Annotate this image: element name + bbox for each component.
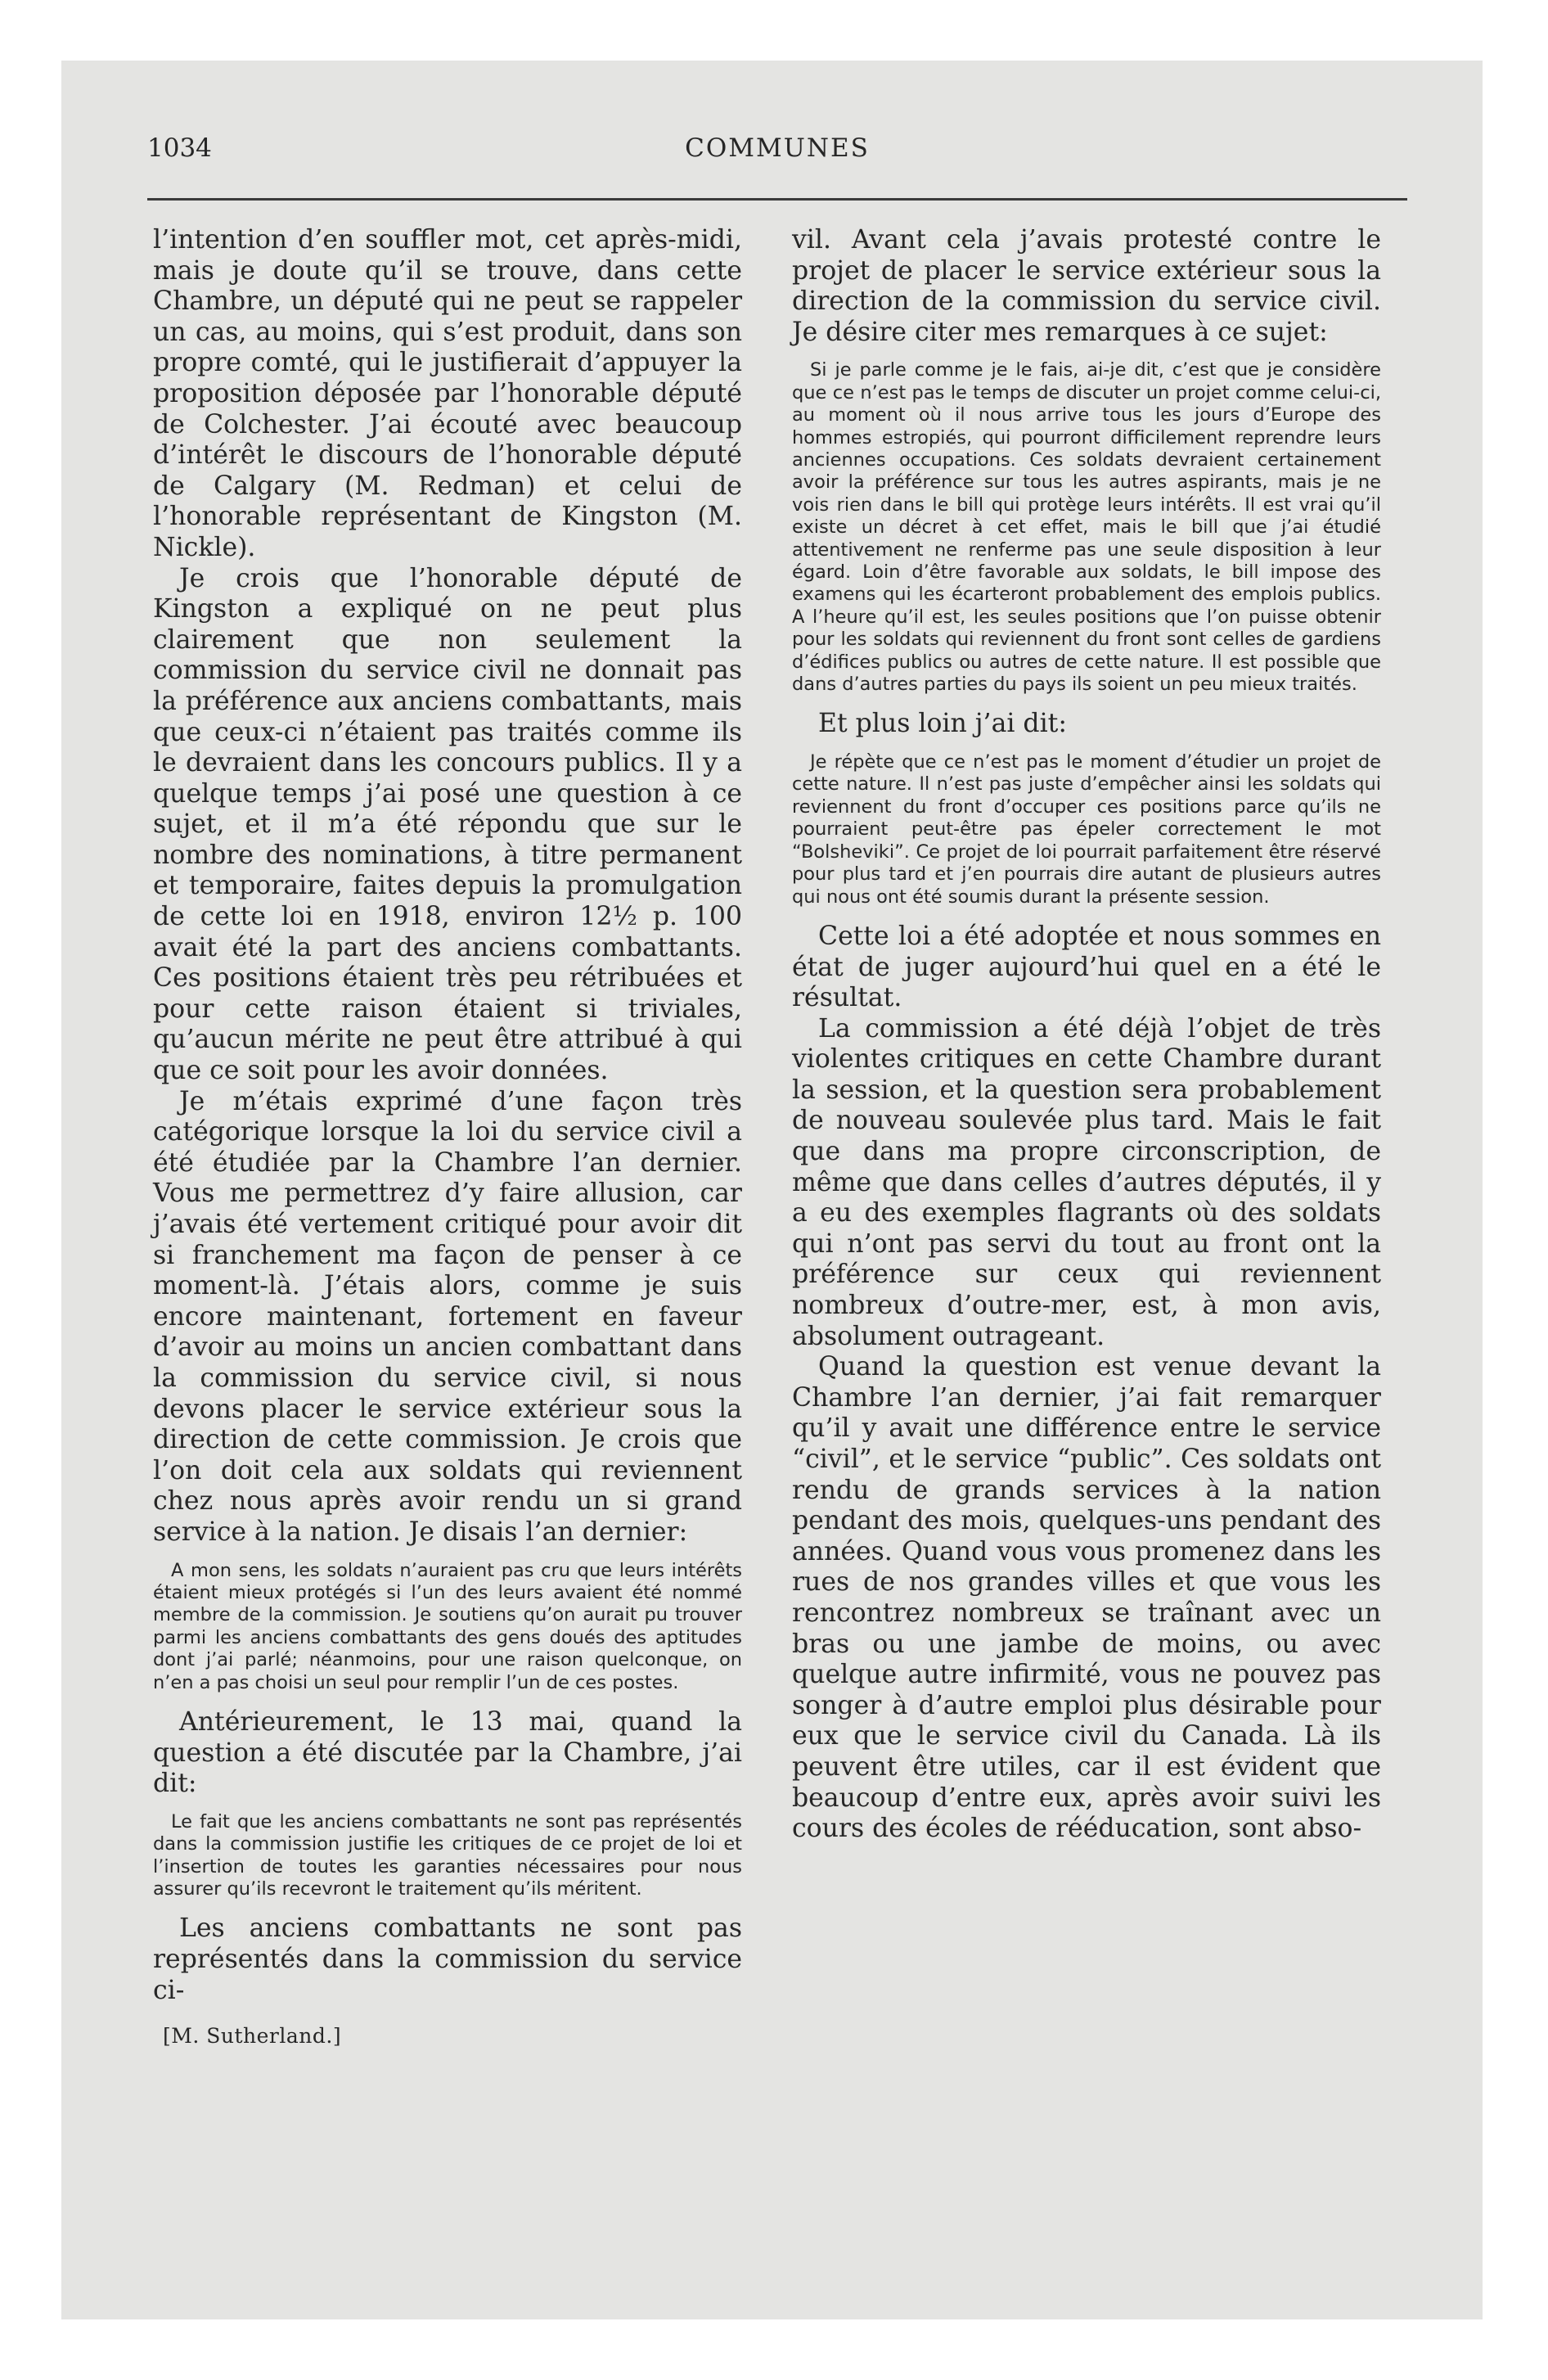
running-head: COMMUNES [685,133,870,163]
page-header [147,133,1407,174]
paragraph: Les anciens combattants ne sont pas représentés dans la commission du service ci- [153,1913,742,2005]
block-quote: Le fait que les anciens combattants ne sont pas représentés dans la commission justifie les critiques de ce projet de loi et l’insertion de toutes les garanties nécessaires pour nous assurer qu’ils recevront le traitement qu’ils méritent. [153,1810,742,1900]
paragraph: l’intention d’en souffler mot, cet après-midi, mais je doute qu’il se trouve, dans cette Chambre, un député qui ne peut se rappeler un cas, au moins, qui s’est produit, dans son propre comté, qui le justifierait d’appuyer la proposition déposée par l’honorable député de Colchester. J’ai écouté avec beaucoup d’intérêt le discours de l’honorable député de Calgary (M. Redman) et celui de l’honorable représentant de Kingston (M. Nickle). [153,225,742,562]
paragraph: Cette loi a été adoptée et nous sommes en état de juger aujourd’hui quel en a été le résultat. [792,921,1381,1013]
block-quote: Si je parle comme je le fais, ai-je dit, c’est que je considère que ce n’est pas le temps de discuter un projet comme celui-ci, au moment où il nous arrive tous les jours d’Europe des hommes estropiés, qui pourront difficilement reprendre leurs anciennes occupations. Ces soldats devraient certainement avoir la préférence sur tous les autres aspirants, mais je ne vois rien dans le bill qui protège leurs intérêts. Il est vrai qu’il existe un décret à cet effet, mais le bill que j’ai étudié attentivement ne renferme pas une seule disposition à leur égard. Loin d’être favorable aux soldats, le bill impose des examens qui les écarteront probablement des emplois publics. A l’heure qu’il est, les seules positions que l’on puisse obtenir pour les soldats qui reviennent du front sont celles de gardiens d’édifices publics ou autres de cette nature. Il est possible que dans d’autres parties du pays ils soient un peu mieux traités. [792,359,1381,696]
right-column [792,225,1381,1845]
page-number: 1034 [147,133,212,163]
block-quote: Je répète que ce n’est pas le moment d’étudier un projet de cette nature. Il n’est pas juste d’empêcher ainsi les soldats qui reviennent du front d’occuper ces positions parce qu’ils ne pourraient peut-être pas épeler correctement le mot “Bolsheviki”. Ce projet de loi pourrait parfaitement être réservé pour plus tard et j’en pourrais dire autant de plusieurs autres qui nous ont été soumis durant la présente session. [792,751,1381,908]
left-column [153,225,742,2048]
header-rule [147,198,1407,201]
paragraph: Antérieurement, le 13 mai, quand la question a été discutée par la Chambre, j’ai dit: [153,1706,742,1799]
paragraph: Je m’étais exprimé d’une façon très catégorique lorsque la loi du service civil a été étudiée par la Chambre l’an dernier. Vous me permettrez d’y faire allusion, car j’avais été vertement critiqué pour avoir dit si franchement ma façon de penser à ce moment-là. J’étais alors, comme je suis encore maintenant, fortement en faveur d’avoir au moins un ancien combattant dans la commission du service civil, si nous devons placer le service extérieur sous la direction de cette commission. Je crois que l’on doit cela aux soldats qui reviennent chez nous après avoir rendu un si grand service à la nation. Je disais l’an dernier: [153,1086,742,1547]
paragraph: La commission a été déjà l’objet de très violentes critiques en cette Chambre durant la session, et la question sera probablement de nouveau soulevée plus tard. Mais le fait que dans ma propre circonscription, de même que dans celles d’autres députés, il y a eu des exemples flagrants où des soldats qui n’ont pas servi du tout au front ont la préférence sur ceux qui reviennent nombreux d’outre-mer, est, à mon avis, absolument outrageant. [792,1013,1381,1351]
speaker-attribution: [M. Sutherland.] [163,2024,342,2049]
paragraph: Et plus loin j’ai dit: [818,709,1067,739]
paragraph: Quand la question est venue devant la Chambre l’an dernier, j’ai fait remarquer qu’il y avait une différence entre le service “civil”, et le service “public”. Ces soldats ont rendu de grands services à la nation pendant des mois, quelques-uns pendant des années. Quand vous vous promenez dans les rues de nos grandes villes et que vous les rencontrez nombreux se traînant avec un bras ou une jambe de moins, ou avec quelque autre infirmité, vous ne pouvez pas songer à d’autre emploi plus désirable pour eux que le service civil du Canada. Là ils peuvent être utiles, car il est évident que beaucoup d’entre eux, après avoir suivi les cours des écoles de rééducation, sont abso- [792,1352,1381,1844]
block-quote: A mon sens, les soldats n’auraient pas cru que leurs intérêts étaient mieux protégés si l’un des leurs avaient été nommé membre de la commission. Je soutiens qu’on aurait pu trouver parmi les anciens combattants des gens doués des aptitudes dont j’ai parlé; néanmoins, pour une raison quelconque, on n’en a pas choisi un seul pour remplir l’un de ces postes. [153,1559,742,1693]
paragraph: vil. Avant cela j’avais protesté contre le projet de placer le service extérieur sous la direction de la commission du service civil. Je désire citer mes remarques à ce sujet: [792,225,1381,347]
paragraph: Je crois que l’honorable député de Kingston a expliqué on ne peut plus clairement que non seulement la commission du service civil ne donnait pas la préférence aux anciens combattants, mais que ceux-ci n’étaient pas traités comme ils le devraient dans les concours publics. Il y a quelque temps j’ai posé une question à ce sujet, et il m’a été répondu que sur le nombre des nominations, à titre permanent et temporaire, faites depuis la promulgation de cette loi en 1918, environ 12½ p. 100 avait été la part des anciens combattants. Ces positions étaient très peu rétribuées et pour cette raison étaient si triviales, qu’aucun mérite ne peut être attribué à qui que ce soit pour les avoir données. [153,563,742,1086]
